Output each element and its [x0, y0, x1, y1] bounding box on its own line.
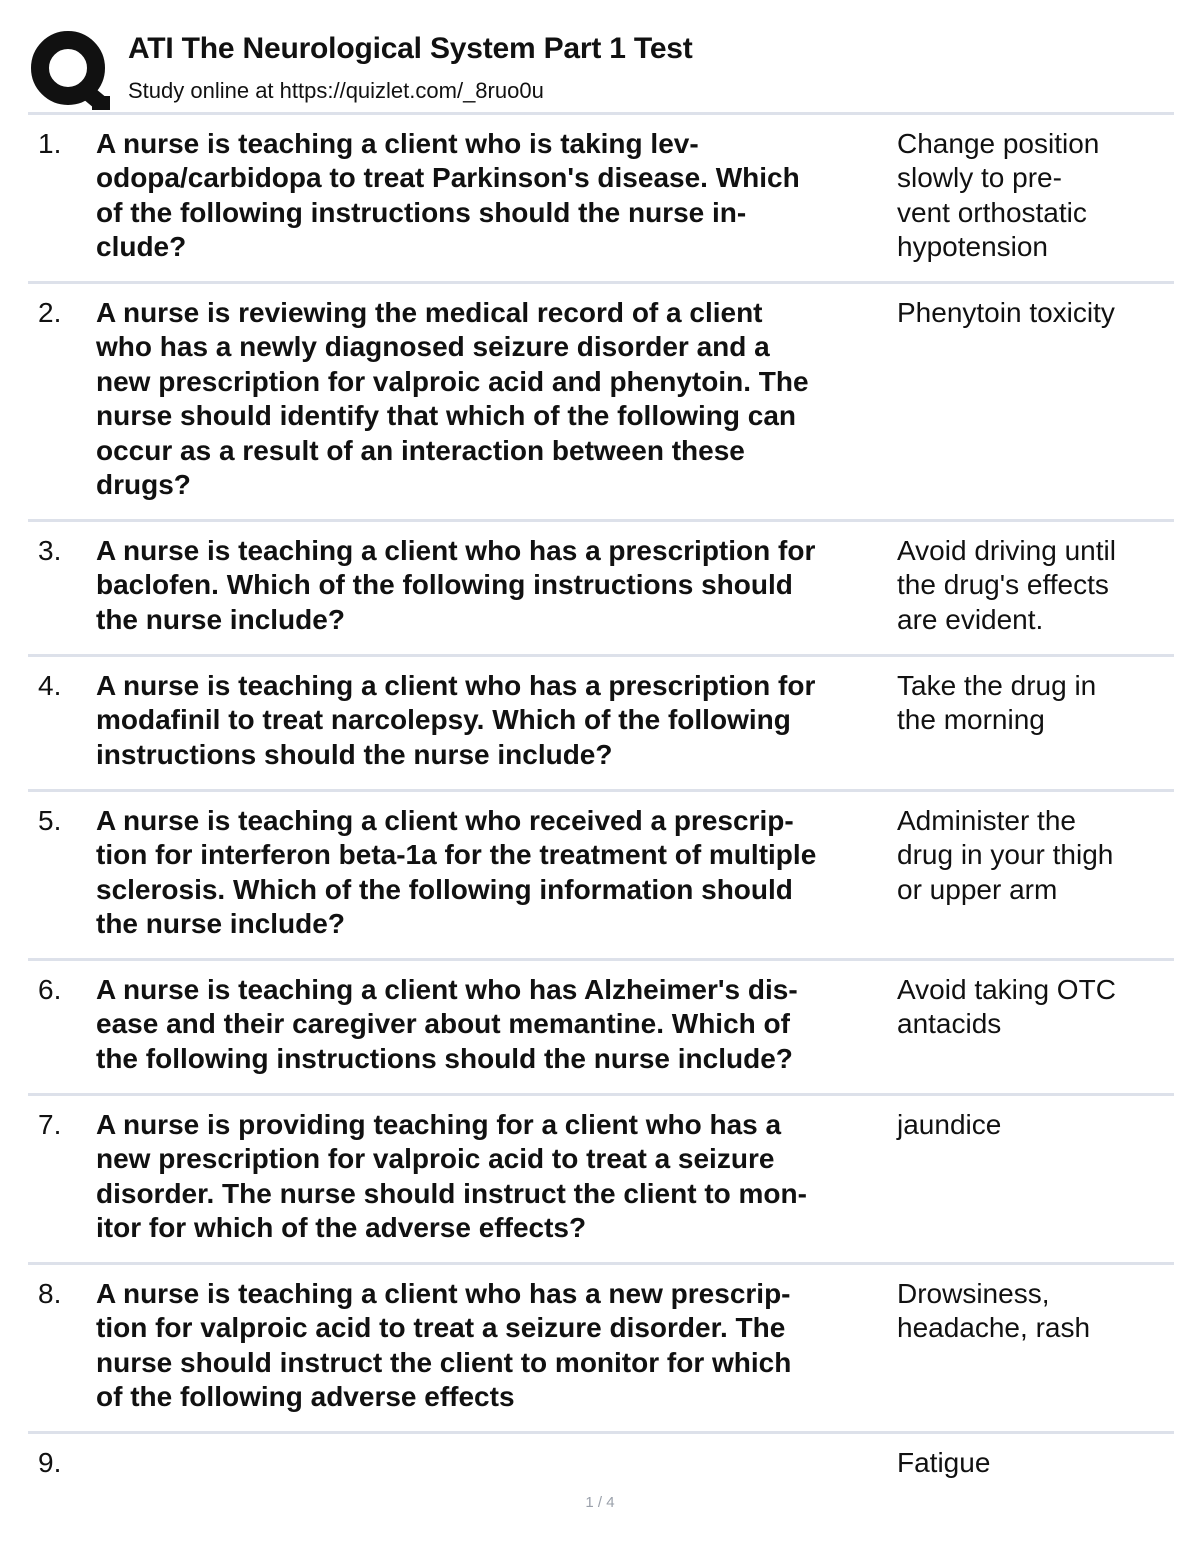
page-indicator: 1 / 4 — [585, 1494, 615, 1511]
answer-line: drug in your thigh — [897, 839, 1114, 871]
question-line: tion for interferon beta-1a for the treatment of multiple — [96, 839, 817, 871]
question-line: sclerosis. Which of the following information should — [96, 873, 793, 905]
flashcard-row — [28, 1093, 1174, 1262]
answer-line: Fatigue — [897, 1447, 991, 1478]
answer-line: the morning — [897, 704, 1045, 736]
answer-line: Avoid taking OTC — [897, 974, 1116, 1005]
question-line: A nurse is teaching a client who has a new prescrip- — [96, 1278, 791, 1309]
card-number: 3. — [38, 535, 62, 566]
question-line: occur as a result of an interaction between these — [96, 434, 745, 466]
page-title: ATI The Neurological System Part 1 Test — [128, 32, 693, 65]
question-line: A nurse is teaching a client who has a prescription for — [96, 670, 816, 701]
answer-line: jaundice — [897, 1109, 1002, 1140]
question-line: instructions should the nurse include? — [96, 738, 613, 770]
question-line: ease and their caregiver about memantine. Which of — [96, 1008, 790, 1040]
answer-line: Take the drug in — [897, 670, 1097, 701]
answer-line: hypotension — [897, 231, 1049, 263]
card-answer — [897, 1277, 1172, 1346]
question-line: the nurse include? — [96, 603, 345, 635]
question-line: drugs? — [96, 469, 191, 501]
card-question — [96, 1277, 896, 1415]
answer-line: Drowsiness, — [897, 1278, 1050, 1309]
answer-line: or upper arm — [897, 873, 1058, 905]
question-line: itor for which of the adverse effects? — [96, 1212, 587, 1244]
card-number: 4. — [38, 670, 62, 701]
flashcard-row — [28, 281, 1174, 519]
question-line: new prescription for valproic acid and phenytoin. The — [96, 365, 809, 397]
question-line: of the following instructions should the nurse in- — [96, 196, 747, 228]
card-answer — [897, 296, 1172, 330]
card-answer — [897, 804, 1172, 907]
answer-line: the drug's effects — [897, 569, 1109, 601]
question-line: baclofen. Which of the following instructions should — [96, 569, 793, 601]
question-line: new prescription for valproic acid to treat a seizure — [96, 1143, 775, 1175]
card-question — [96, 804, 896, 942]
card-number: 7. — [38, 1109, 62, 1140]
flashcard-row — [28, 958, 1174, 1093]
card-answer — [897, 1108, 1172, 1142]
question-line: who has a newly diagnosed seizure disorder and a — [96, 331, 770, 363]
flashcard-row — [28, 1262, 1174, 1431]
card-number: 1. — [38, 128, 62, 159]
answer-line: Change position — [897, 128, 1100, 159]
answer-line: headache, rash — [897, 1312, 1091, 1344]
flashcard-row — [28, 112, 1174, 281]
quizlet-q-logo-icon — [30, 30, 110, 110]
answer-line: antacids — [897, 1008, 1002, 1040]
answer-line: Phenytoin toxicity — [897, 297, 1115, 328]
card-question — [96, 127, 896, 265]
card-question — [96, 1108, 896, 1246]
flashcard-list — [28, 112, 1174, 1497]
card-question — [96, 973, 896, 1076]
card-number: 9. — [38, 1447, 62, 1478]
question-line: the nurse include? — [96, 908, 345, 940]
card-number: 5. — [38, 805, 62, 836]
card-answer — [897, 973, 1172, 1042]
study-link[interactable]: Study online at https://quizlet.com/_8ruo0u — [128, 78, 544, 103]
flashcard-row — [28, 654, 1174, 789]
card-question — [96, 669, 896, 772]
question-line: the following instructions should the nurse include? — [96, 1042, 793, 1074]
question-line: A nurse is teaching a client who is taking lev- — [96, 128, 699, 159]
card-answer — [897, 1446, 1172, 1480]
question-line: A nurse is teaching a client who received a prescrip- — [96, 805, 794, 836]
question-line: of the following adverse effects — [96, 1381, 515, 1413]
question-line: A nurse is providing teaching for a client who has a — [96, 1109, 782, 1140]
card-question — [96, 296, 896, 502]
card-number: 6. — [38, 974, 62, 1005]
question-line: modafinil to treat narcolepsy. Which of the following — [96, 704, 791, 736]
flashcard-row — [28, 789, 1174, 958]
answer-line: are evident. — [897, 603, 1044, 635]
card-answer — [897, 534, 1172, 637]
question-line: nurse should identify that which of the following can — [96, 400, 796, 432]
question-line: A nurse is reviewing the medical record of a client — [96, 297, 763, 328]
answer-line: slowly to pre- — [897, 162, 1062, 194]
page-header — [30, 26, 1180, 110]
question-line: tion for valproic acid to treat a seizure disorder. The — [96, 1312, 786, 1344]
question-line: odopa/carbidopa to treat Parkinson's disease. Which — [96, 162, 800, 194]
question-line: clude? — [96, 231, 187, 263]
answer-line: Administer the — [897, 805, 1076, 836]
question-line: A nurse is teaching a client who has Alzheimer's dis- — [96, 974, 798, 1005]
card-number: 2. — [38, 297, 62, 328]
question-line: A nurse is teaching a client who has a prescription for — [96, 535, 816, 566]
card-number: 8. — [38, 1278, 62, 1309]
card-answer — [897, 669, 1172, 738]
card-question — [96, 534, 896, 637]
card-answer — [897, 127, 1172, 265]
question-line: nurse should instruct the client to monitor for which — [96, 1346, 792, 1378]
flashcard-row — [28, 1431, 1174, 1497]
answer-line: Avoid driving until — [897, 535, 1116, 566]
flashcard-row — [28, 519, 1174, 654]
answer-line: vent orthostatic — [897, 196, 1087, 228]
question-line: disorder. The nurse should instruct the client to mon- — [96, 1177, 807, 1209]
